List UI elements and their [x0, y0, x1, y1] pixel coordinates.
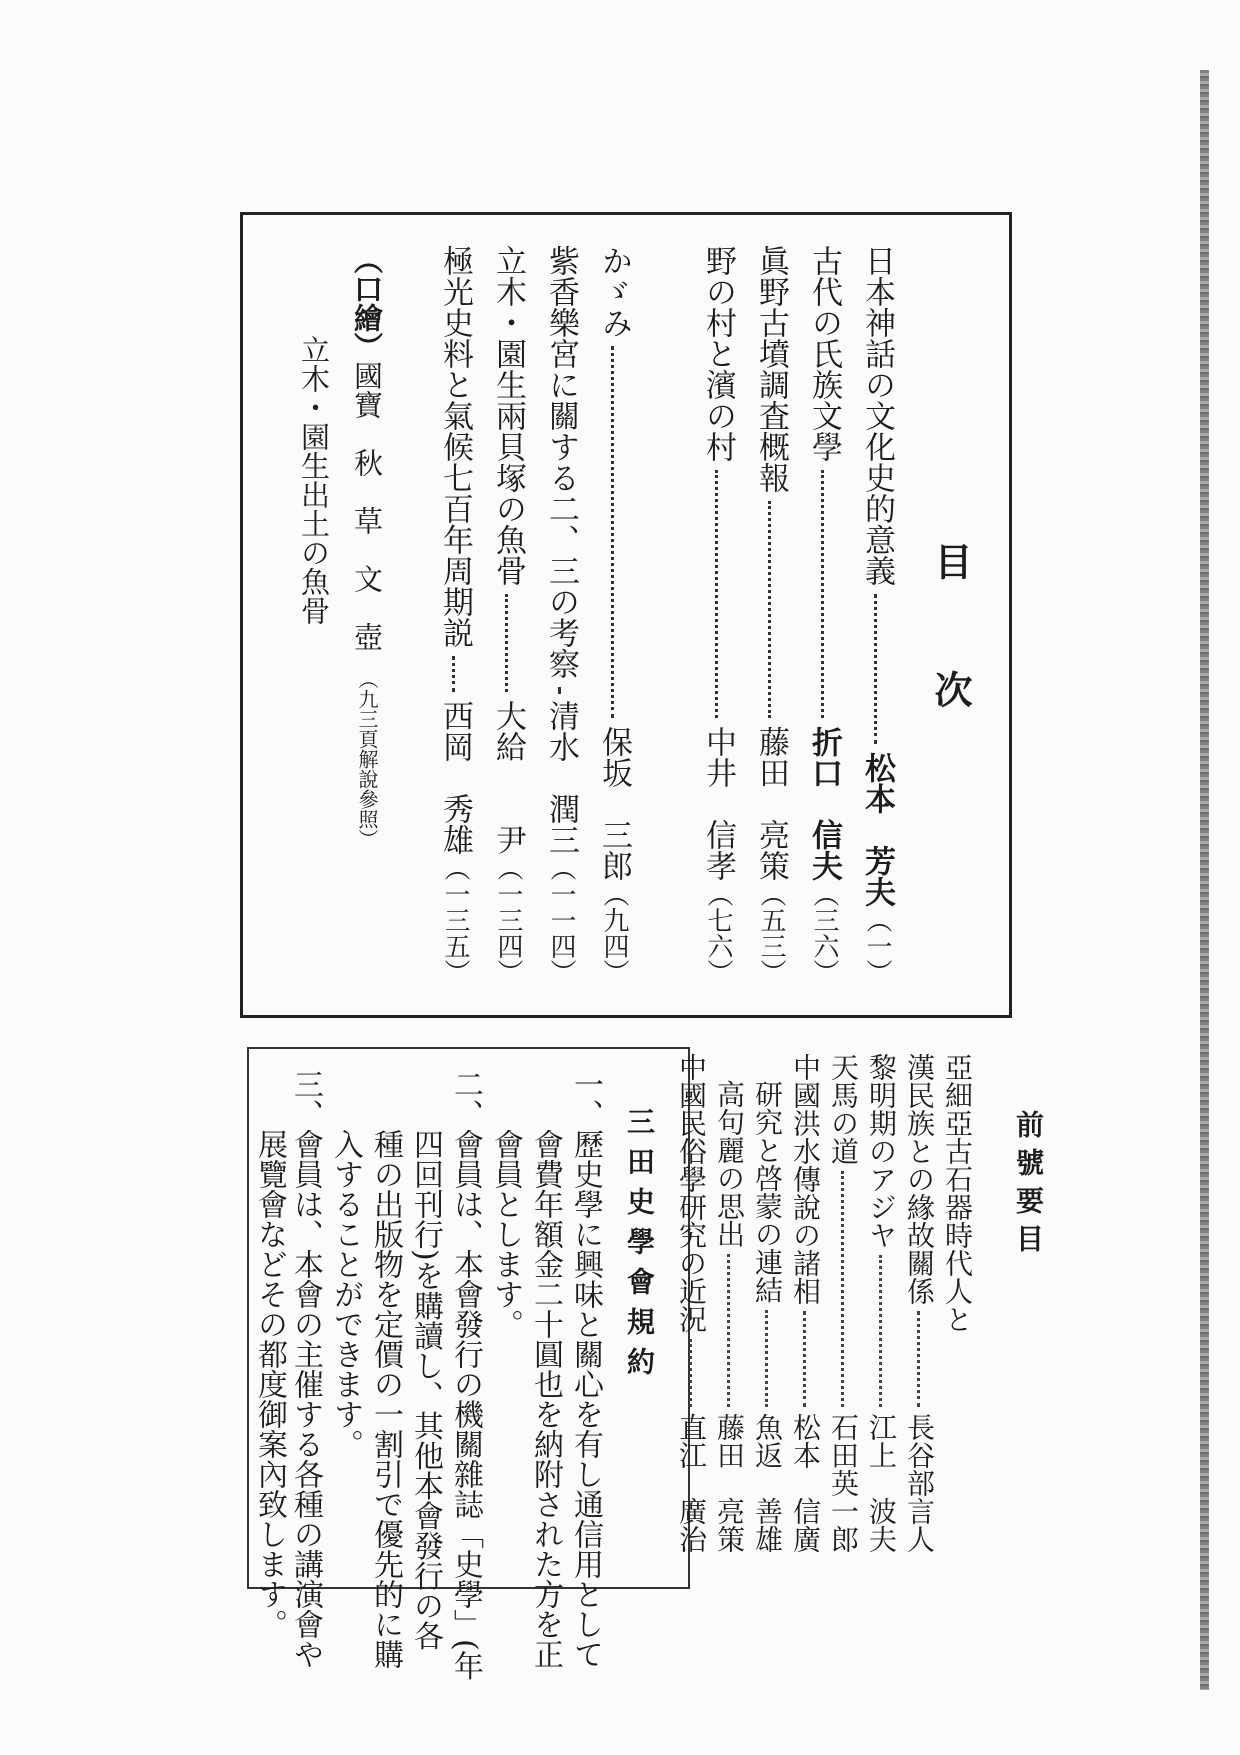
- toc-entry-author: 大給 尹: [490, 700, 526, 855]
- leader-dots: [452, 656, 455, 692]
- prev-issue-entry[interactable]: [824, 1053, 862, 1553]
- toc-entry-title: かゞみ: [596, 245, 632, 338]
- toc-entry-author: 清水 潤三: [543, 700, 579, 855]
- toc-entry-page: （三六）: [809, 881, 839, 985]
- prev-entry-author: 松本 信廣: [789, 1413, 822, 1553]
- toc-entry-author: 藤田 亮策: [753, 726, 789, 881]
- rules-title: 三田史學會規約: [623, 1107, 656, 1387]
- prev-entry-title: 中國洪水傳說の諸相: [789, 1053, 822, 1305]
- toc-entry-author: 中井 信孝: [700, 726, 736, 881]
- prev-entry-title: 研究と啓蒙の連結: [751, 1080, 784, 1304]
- toc-entry-title: 野の村と濱の村: [700, 245, 736, 462]
- toc-entry[interactable]: [429, 245, 477, 985]
- society-rules-box: [247, 1047, 690, 1681]
- leader-dots: [879, 1255, 882, 1407]
- prev-issue-entry[interactable]: [786, 1053, 824, 1553]
- toc-heading-left: 目: [928, 542, 972, 580]
- toc-entry-title: 極光史料と氣候七百年周期説: [437, 245, 473, 648]
- toc-entry-page: （九四）: [599, 881, 629, 985]
- leader-dots: [727, 1254, 730, 1407]
- toc-entry[interactable]: [588, 245, 636, 985]
- leader-dots: [505, 594, 508, 692]
- toc-heading: [928, 415, 978, 835]
- prev-entry-author: 魚返 善雄: [751, 1413, 784, 1553]
- toc-entry[interactable]: [798, 245, 846, 985]
- toc-entry-title: 紫香樂宮に關する二、三の考察: [543, 245, 579, 679]
- toc-entry-page: （一三五）: [440, 855, 470, 985]
- rule-line: 一、歷史學に興味と關心を有し通信用として: [568, 1069, 603, 1669]
- toc-entry-title: 眞野古墳調査概報: [753, 245, 789, 493]
- prev-issue-entry[interactable]: [710, 1080, 748, 1553]
- leader-dots: [715, 470, 718, 718]
- toc-entry-title: 日本神話の文化史的意義: [859, 245, 895, 586]
- prev-entry-author: 長谷部言人: [903, 1413, 936, 1553]
- prev-entry-author: 江上 波夫: [865, 1413, 898, 1553]
- page-binding-edge: [1200, 70, 1209, 1690]
- prev-issue-entry[interactable]: [748, 1080, 786, 1553]
- prev-entry-title: 黎明期のアジヤ: [865, 1053, 898, 1249]
- rule-line: 四回刊行)を購讀し、其他本會發行の各: [408, 1069, 443, 1651]
- prev-entry-author: 藤田 亮策: [713, 1413, 746, 1553]
- toc-entry[interactable]: [482, 245, 530, 985]
- prev-entry-author: 直江 廣治: [675, 1413, 708, 1553]
- frontispiece-line-2: [288, 335, 336, 625]
- toc-entry[interactable]: [535, 245, 583, 985]
- rule-line: 展覽會などその都度御案內致します。: [252, 1069, 287, 1639]
- rule-line: 會費年額金二十圓也を納附された方を正: [528, 1069, 563, 1669]
- leader-dots: [765, 1310, 768, 1407]
- toc-entry-author: 保坂 三郎: [596, 726, 632, 881]
- toc-entry-author: 折口 信夫: [806, 726, 842, 881]
- leader-dots: [803, 1311, 806, 1407]
- rule-line: 二、會員は、本會發行の機關雜誌「史學」(年: [448, 1069, 483, 1681]
- leader-dots: [821, 470, 824, 718]
- prev-issue-entry[interactable]: [900, 1053, 938, 1553]
- frontispiece-item-1: 國寶 秋 草 文 壺: [350, 361, 384, 651]
- toc-entry[interactable]: [851, 245, 899, 985]
- toc-heading-right: 次: [928, 670, 972, 708]
- frontispiece-item-2: 立木・園生出土の魚骨: [297, 335, 331, 625]
- toc-entry-author: 西岡 秀雄: [437, 700, 473, 855]
- rule-line: 會員とします。: [488, 1069, 523, 1339]
- prev-entry-title: 天馬の道: [827, 1053, 860, 1165]
- toc-entry-page: （一一四）: [546, 855, 576, 985]
- prev-issue-entry[interactable]: [672, 1053, 710, 1553]
- leader-dots: [917, 1311, 920, 1407]
- frontispiece-line: [341, 245, 389, 849]
- prev-entry-title: 漢民族との緣故關係: [903, 1053, 936, 1305]
- toc-entry-title: 立木・園生兩貝塚の魚骨: [490, 245, 526, 586]
- table-of-contents: [240, 212, 1012, 1018]
- toc-entry-page: （五三）: [756, 881, 786, 985]
- rule-line: 入することができます。: [328, 1069, 363, 1459]
- prev-entry-author: 石田英一郎: [827, 1413, 860, 1553]
- frontispiece-label: （口繪）: [350, 245, 384, 361]
- toc-entry-page: （一）: [862, 907, 892, 985]
- toc-entry-author: 松本 芳夫: [859, 752, 895, 907]
- prev-issue-entry[interactable]: [862, 1053, 900, 1553]
- leader-dots: [841, 1171, 844, 1407]
- toc-entry-page: （一三四）: [493, 855, 523, 985]
- toc-entry-title: 古代の氏族文學: [806, 245, 842, 462]
- leader-dots: [768, 501, 771, 718]
- leader-dots: [689, 1339, 692, 1407]
- toc-entry-page: （七六）: [703, 881, 733, 985]
- leader-dots: [874, 594, 877, 744]
- toc-entry[interactable]: [692, 245, 740, 985]
- toc-entry[interactable]: [745, 245, 793, 985]
- leader-dots: [558, 687, 561, 692]
- prev-issue-title: 前號要目: [1012, 1110, 1045, 1262]
- prev-entry-title: 高句麗の思出: [713, 1080, 746, 1248]
- rule-line: 種の出版物を定價の一割引で優先的に購: [368, 1069, 403, 1669]
- frontispiece-note: （九三頁解說參照）: [355, 669, 379, 849]
- leader-dots: [611, 346, 614, 718]
- rule-line: 三、會員は、本會の主催する各種の講演會や: [288, 1069, 323, 1669]
- prev-entry-title: 中國民俗學研究の近況: [675, 1053, 708, 1333]
- prev-issue-entry[interactable]: [938, 1053, 976, 1333]
- prev-entry-title: 亞細亞古石器時代人と: [941, 1053, 974, 1333]
